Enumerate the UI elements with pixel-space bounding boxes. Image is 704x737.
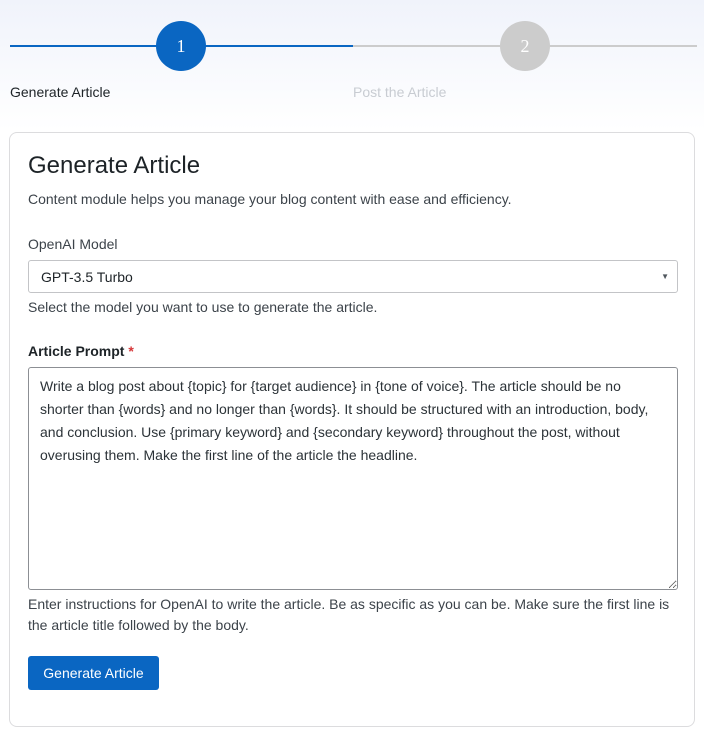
progress-stepper (0, 0, 704, 110)
model-field-label: OpenAI Model (28, 236, 118, 252)
step-2-number: 2 (520, 35, 530, 56)
step-2-indicator[interactable] (500, 21, 550, 71)
model-field-help: Select the model you want to use to generate the article. (28, 299, 378, 315)
model-select-value: GPT-3.5 Turbo (41, 268, 133, 285)
chevron-down-icon: ▼ (661, 272, 669, 281)
step-2-label: Post the Article (353, 84, 447, 100)
generate-article-card (9, 132, 695, 727)
step-1-indicator[interactable] (156, 21, 206, 71)
prompt-field-help: Enter instructions for OpenAI to write the article. Be as specific as you can be. Make sure the first line is the article title followed by the body. (28, 596, 670, 633)
model-select[interactable] (28, 260, 678, 293)
required-marker: * (128, 343, 134, 359)
step-1-number: 1 (176, 35, 186, 56)
step-1-label: Generate Article (10, 84, 111, 100)
prompt-label-text: Article Prompt (28, 343, 125, 359)
card-description: Content module helps you manage your blog content with ease and efficiency. (28, 191, 512, 207)
card-title: Generate Article (28, 152, 201, 179)
article-prompt-textarea[interactable] (28, 367, 678, 590)
generate-article-button[interactable]: Generate Article (28, 656, 159, 690)
prompt-field-label (28, 342, 134, 360)
